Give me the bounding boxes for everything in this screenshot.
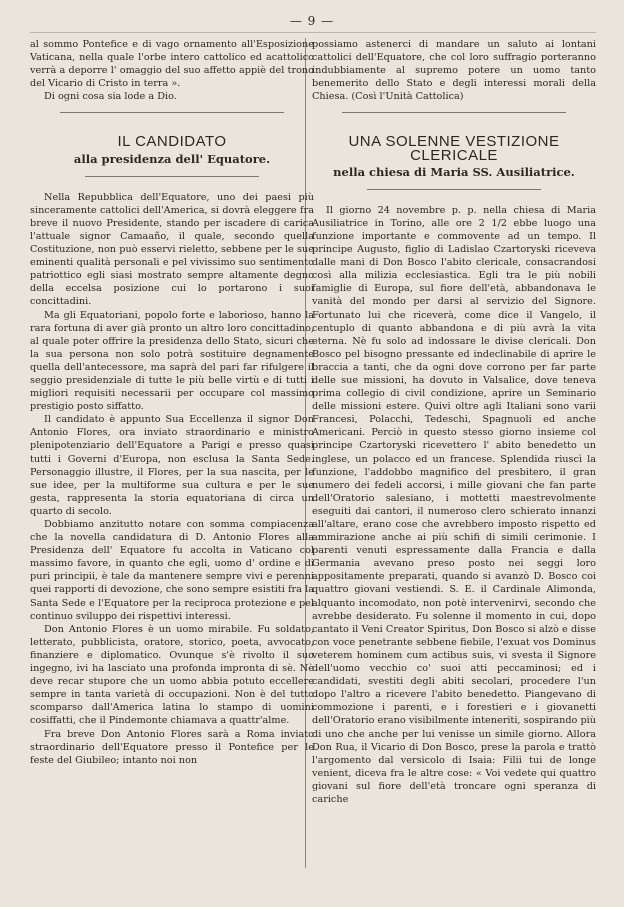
paragraph: Don Antonio Flores è un uomo mirabile. Fu soldato, letterato, pubblicista, oratore, storico, poeta, avvocato, finanziere e diplomatico. Ovunque s'è rivolto il suo ingegno, ivi ha lasciato una profonda impronta di sè. Nè deve recar stupore che un uomo abbia potuto eccellere sempre in tanta varietà di occupazioni. Non è del tutto scomparso dall'America latina lo stampo di uomini cosiffatti, che il Pindemonte chiamava a quattr'alme. (30, 623, 314, 727)
left-column (30, 38, 314, 767)
section-separator (342, 112, 566, 113)
paragraph: Fra breve Don Antonio Flores sarà a Roma inviato straordinario dell'Equatore presso il Pontefice per le feste del Giubileo; intanto noi non (30, 728, 314, 766)
paragraph: Il giorno 24 novembre p. p. nella chiesa di Maria Ausiliatrice in Torino, alle ore 2 1/2 ebbe luogo una funzione importante e commovente ad un tempo. Il principe Augusto, figlio di Ladislao Czartoryski riceveva dalle mani di Don Bosco l'abito clericale, consacrandosi così alla milizia ecclesiastica. Egli tra le più nobili famiglie di Europa, sul fiore dell'età, abbandonava le vanità del mondo per darsi al servizio del Signore. Fortunato lui che riceverà, come dice il Vangelo, il centuplo di quanto abbandona e di più avrà la vita eterna. Nè fu solo ad indossare le divise clericali. Don Bosco pel bisogno pressante ed indeclinabile di aprire le braccia a tanti, che da ogni dove corrono per far parte delle sue missioni, ha dovuto in Valsalice, dove teneva prima collegio di civil condizione, aprire un Seminario delle missioni estere. Quivi oltre agli Italiani sono varii Francesi, Polacchi, Tedeschi, Spagnuoli ed anche Americani. Perciò in questo stesso giorno insieme col principe Czartoryski ricevettero l' abito benedetto un inglese, un polacco ed un francese. Splendida riuscì la funzione, l'addobbo magnifico del presbitero, il gran numero dei fedeli accorsi, i mille giovani che fan parte dell'Oratorio salesiano, i mottetti maestrevolmente eseguiti dai cantori, il numeroso clero schierato innanzi all'altare, erano cose che avrebbero imposto rispetto ed ammirazione anche ai più schifi di simili cerimonie. I parenti venuti espressamente dalla Francia e dalla Germania avevano preso posto nei seggi loro appositamente preparati, quando si avanzò D. Bosco coi quattro giovani vestiendi. S. E. il Cardinale Alimonda, alquanto incomodato, non potè intervenirvi, secondo che avrebbe desiderato. Fu solenne il momento in cui, dopo cantato il Veni Creator Spiritus, Don Bosco si alzò e disse con voce penetrante sebbene fiebile, l'exuat vos Dominus veterem hominem cum actibus suis, vi svesta il Signore dell'uomo vecchio co' suoi atti peccaminosi; ed i candidati, svestiti degli abiti secolari, procedere l'un dopo l'altro a ricevere l'abito benedetto. Piangevano di commozione i parenti, e i forestieri e i giovanetti dell'Oratorio erano visibilmente inteneriti, sospirando più di uno che anche per lui venisse un simile giorno. Allora Don Rua, il Vicario di Don Bosco, prese la parola e trattò l'argomento dal versicolo di Isaia: Filii tui de longe venient, diceva fra le altre cose: « Voi vedete qui quattro giovani sul fiore dell'età troncare ogni speranza di cariche (312, 204, 596, 805)
article-title-candidato: IL CANDIDATO (117, 133, 227, 151)
left-intro-closing: Di ogni cosa sia lode a Dio. (44, 91, 177, 103)
title-rule (85, 176, 259, 177)
page-number: — 9 — (289, 14, 335, 28)
article-title-vestizione: UNA SOLENNE VESTIZIONE CLERICALE (348, 133, 560, 164)
top-rule (30, 32, 596, 33)
article-subtitle-vestizione: nella chiesa di Maria SS. Ausiliatrice. (333, 164, 575, 179)
section-separator (60, 112, 284, 113)
right-column (312, 38, 596, 806)
paragraph: Ma gli Equatoriani, popolo forte e laborioso, hanno la rara fortuna di aver già pronto un altro loro concittadino, al quale poter offrire la presidenza dello Stato, sicuri che la sua persona non solo potrà sostituire degnamente quella dell'antecessore, ma saprà del pari far rifulgere il seggio presidenziale di tutte le più belle virtù e di tutti i migliori requisiti necessarii per occupare col massimo prestigio posto siffatto. (30, 309, 314, 413)
left-intro-paragraph: al sommo Pontefice e di vago ornamento all'Esposizione Vaticana, nella quale l'orbe intero cattolico ed acattolico verrà a deporre l' omaggio del suo affetto appiè del trono del Vicario di Cristo in terra ». (30, 39, 314, 90)
paragraph: Dobbiamo anzitutto notare con somma compiacenza che la novella candidatura di D. Antonio Flores alla Presidenza dell' Equatore fu accolta in Vaticano col massimo favore, in quanto che egli, uomo d' ordine e di puri principii, è tale da mantenere sempre vivi e perenni quei rapporti di devozione, che sono sempre esistiti fra la Santa Sede e l'Equatore per la reciproca protezione e pel continuo sviluppo dei rispettivi interessi. (30, 519, 314, 622)
right-intro-paragraph: possiamo astenerci di mandare un saluto ai lontani cattolici dell'Equatore, che col loro suffragio porteranno indubbiamente al supremo potere un uomo tanto benemerito dello Stato e degli interessi morali della Chiesa. (Così l'Unità Cattolica) (312, 39, 596, 103)
article-subtitle-candidato: alla presidenza dell' Equatore. (73, 151, 271, 166)
paragraph: Il candidato è appunto Sua Eccellenza il signor Don Antonio Flores, ora inviato straordinario e ministro plenipotenziario dell'Equatore a Parigi e presso quasi tutti i Governi d'Europa, non esclusa la Santa Sede. Personaggio illustre, il Flores, per la sua nascita, per le sue idee, per la multiforme sua cultura e per le sue gesta, rappresenta la storia equatoriana di circa un quarto di secolo. (30, 414, 314, 517)
paragraph: Nella Repubblica dell'Equatore, uno dei paesi più sinceramente cattolici dell'America, si dovrà eleggere fra breve il nuovo Presidente, stando per iscadere di carica l'attuale signor Camaaño, il quale, secondo quella Costituzione, non può esservi rieletto, sebbene per le sue eminenti qualità personali e pel vivissimo suo sentimento patriottico egli siasi mostrato sempre altamente degno della eccelsa posizione cui lo portarono i suoi concittadini. (30, 191, 314, 308)
title-rule (367, 189, 541, 190)
